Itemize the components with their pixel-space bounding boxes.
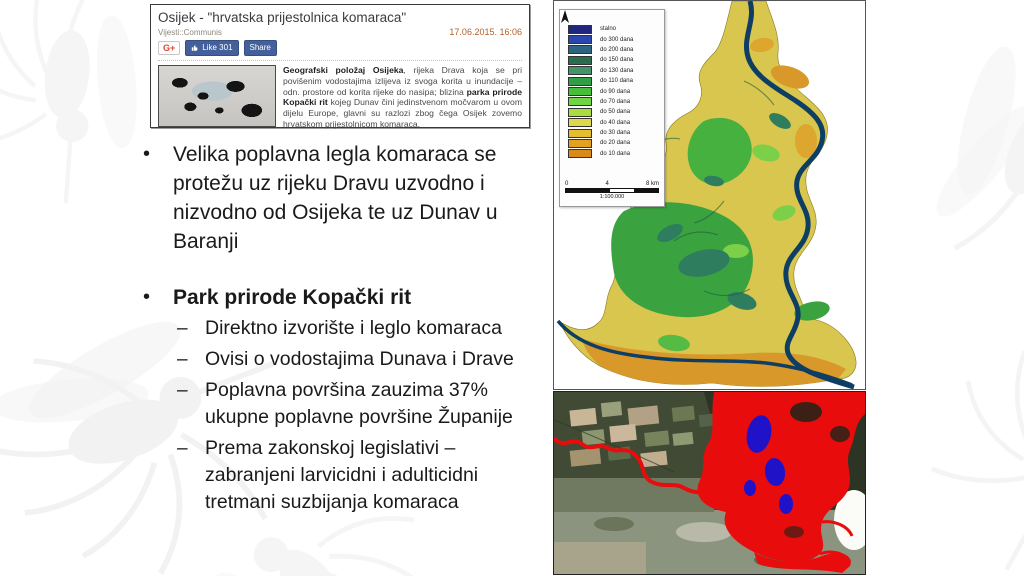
article-date: 17.06.2015. 16:06 <box>449 27 522 37</box>
article-body <box>158 65 522 130</box>
article-source: Vijesti::Communis <box>158 28 222 37</box>
legend-item <box>568 97 664 107</box>
sub-bullet-text: Poplavna površina zauzima 37% ukupne poplavne površine Županije <box>205 379 513 428</box>
article-title: Osijek - "hrvatska prijestolnica komaraca" <box>158 10 407 25</box>
legend-color-swatch <box>568 97 592 106</box>
legend-item <box>568 76 664 86</box>
bullet-title-text: Park prirode Kopački rit <box>173 286 412 309</box>
scale-mid-label: 4 <box>605 181 609 187</box>
legend-item <box>568 128 664 138</box>
sub-bullet-item <box>177 377 543 431</box>
legend-item <box>568 107 664 117</box>
legend-item <box>568 24 664 34</box>
legend-item-label: do 70 dana <box>600 98 631 105</box>
bullet-marker: • <box>143 286 151 308</box>
legend-item-label: do 10 dana <box>600 150 631 157</box>
flood-duration-map <box>553 0 866 390</box>
legend-item <box>568 118 664 128</box>
sub-bullet-item <box>177 346 543 373</box>
legend-color-swatch <box>568 66 592 75</box>
dash-marker: – <box>177 380 188 401</box>
legend-item-label: do 300 dana <box>600 36 634 43</box>
sub-bullet-text: Ovisi o vodostajima Dunava i Drave <box>205 348 514 370</box>
legend-color-swatch <box>568 87 592 96</box>
legend-item <box>568 45 664 55</box>
legend-item-label: do 30 dana <box>600 130 631 137</box>
legend-item-label: do 150 dana <box>600 57 634 64</box>
satellite-graphic <box>554 392 865 574</box>
map-scale-bar <box>565 181 659 200</box>
like-button-label: Like 301 <box>202 43 233 52</box>
legend-item-label: do 200 dana <box>600 46 634 53</box>
legend-color-swatch <box>568 77 592 86</box>
legend-item-label: do 50 dana <box>600 109 631 116</box>
legend-color-swatch <box>568 129 592 138</box>
bullet-marker: • <box>143 143 151 165</box>
social-buttons-row <box>158 40 522 56</box>
map-legend <box>559 9 665 207</box>
bullet-spacer <box>143 256 543 283</box>
mosquito-watermark-icon <box>862 267 1024 576</box>
sub-bullet-item <box>177 315 543 342</box>
sub-bullet-item <box>177 435 543 516</box>
legend-item <box>568 149 664 159</box>
legend-item <box>568 66 664 76</box>
satellite-flood-image <box>553 391 866 575</box>
legend-item-label: do 20 dana <box>600 140 631 147</box>
bullet-text: Velika poplavna legla komaraca se protežu uz rijeku Dravu uzvodno i nizvodno od Osijeka te uz Dunav u Baranji <box>173 143 498 253</box>
news-article-screenshot <box>150 4 530 128</box>
mosquito-larvae-photo <box>158 65 276 127</box>
legend-item <box>568 34 664 44</box>
article-body-segment: kojeg Dunav čini jedinstvenom močvarom u ovom dijelu Europe, glavni su razlozi zbog čega Osijek zovemo hrvatskom prijestolnicom komaraca. <box>283 97 522 129</box>
thumb-up-icon <box>191 44 199 52</box>
legend-item <box>568 138 664 148</box>
sub-bullet-text: Prema zakonskoj legislativi – zabranjeni larvicidni i adulticidni tretmani suzbijanja komaraca <box>205 437 479 513</box>
bullet-item-1 <box>143 140 543 256</box>
sub-bullet-text: Direktno izvorište i leglo komaraca <box>205 317 502 339</box>
legend-color-swatch <box>568 35 592 44</box>
legend-item-label: stalno <box>600 26 617 33</box>
legend-color-swatch <box>568 108 592 117</box>
article-body-text <box>283 65 522 130</box>
scale-start-label: 0 <box>565 181 569 187</box>
scale-bar-line <box>565 188 659 193</box>
legend-color-swatch <box>568 25 592 34</box>
dash-marker: – <box>177 349 188 370</box>
legend-item <box>568 86 664 96</box>
scale-end-label: 8 km <box>645 181 659 187</box>
north-arrow-icon <box>560 10 570 24</box>
legend-color-swatch <box>568 45 592 54</box>
legend-color-swatch <box>568 118 592 127</box>
legend-color-swatch <box>568 139 592 148</box>
share-button[interactable]: Share <box>244 40 277 56</box>
scale-ratio-label: 1:100.000 <box>599 194 625 200</box>
legend-item-label: do 130 dana <box>600 67 634 74</box>
scale-labels <box>565 181 659 187</box>
article-body-segment: parka prirode Kopački rit <box>283 86 522 108</box>
legend-color-swatch <box>568 149 592 158</box>
gplus-button[interactable]: G+ <box>158 41 180 55</box>
dash-marker: – <box>177 318 188 339</box>
facebook-like-button[interactable] <box>185 40 238 56</box>
legend-item-label: do 90 dana <box>600 88 631 95</box>
article-body-segment: Geografski položaj Osijeka <box>283 65 404 75</box>
dotted-separator <box>158 60 522 61</box>
legend-item-label: do 110 dana <box>600 78 633 85</box>
legend-item <box>568 55 664 65</box>
dash-marker: – <box>177 438 188 459</box>
article-body-segment: , rijeka Drava koja se pri povišenim vodostajima izlijeva iz svoga korita u inundacije – odn. prostore od korita rijeke do nasipa; blizina <box>283 65 522 97</box>
legend-item-label: do 40 dana <box>600 119 631 126</box>
article-meta <box>158 27 522 37</box>
slide-bullet-list <box>143 140 543 520</box>
sub-bullet-list <box>177 315 543 516</box>
legend-color-swatch <box>568 56 592 65</box>
bullet-item-2 <box>143 283 543 312</box>
legend-rows <box>568 24 664 159</box>
